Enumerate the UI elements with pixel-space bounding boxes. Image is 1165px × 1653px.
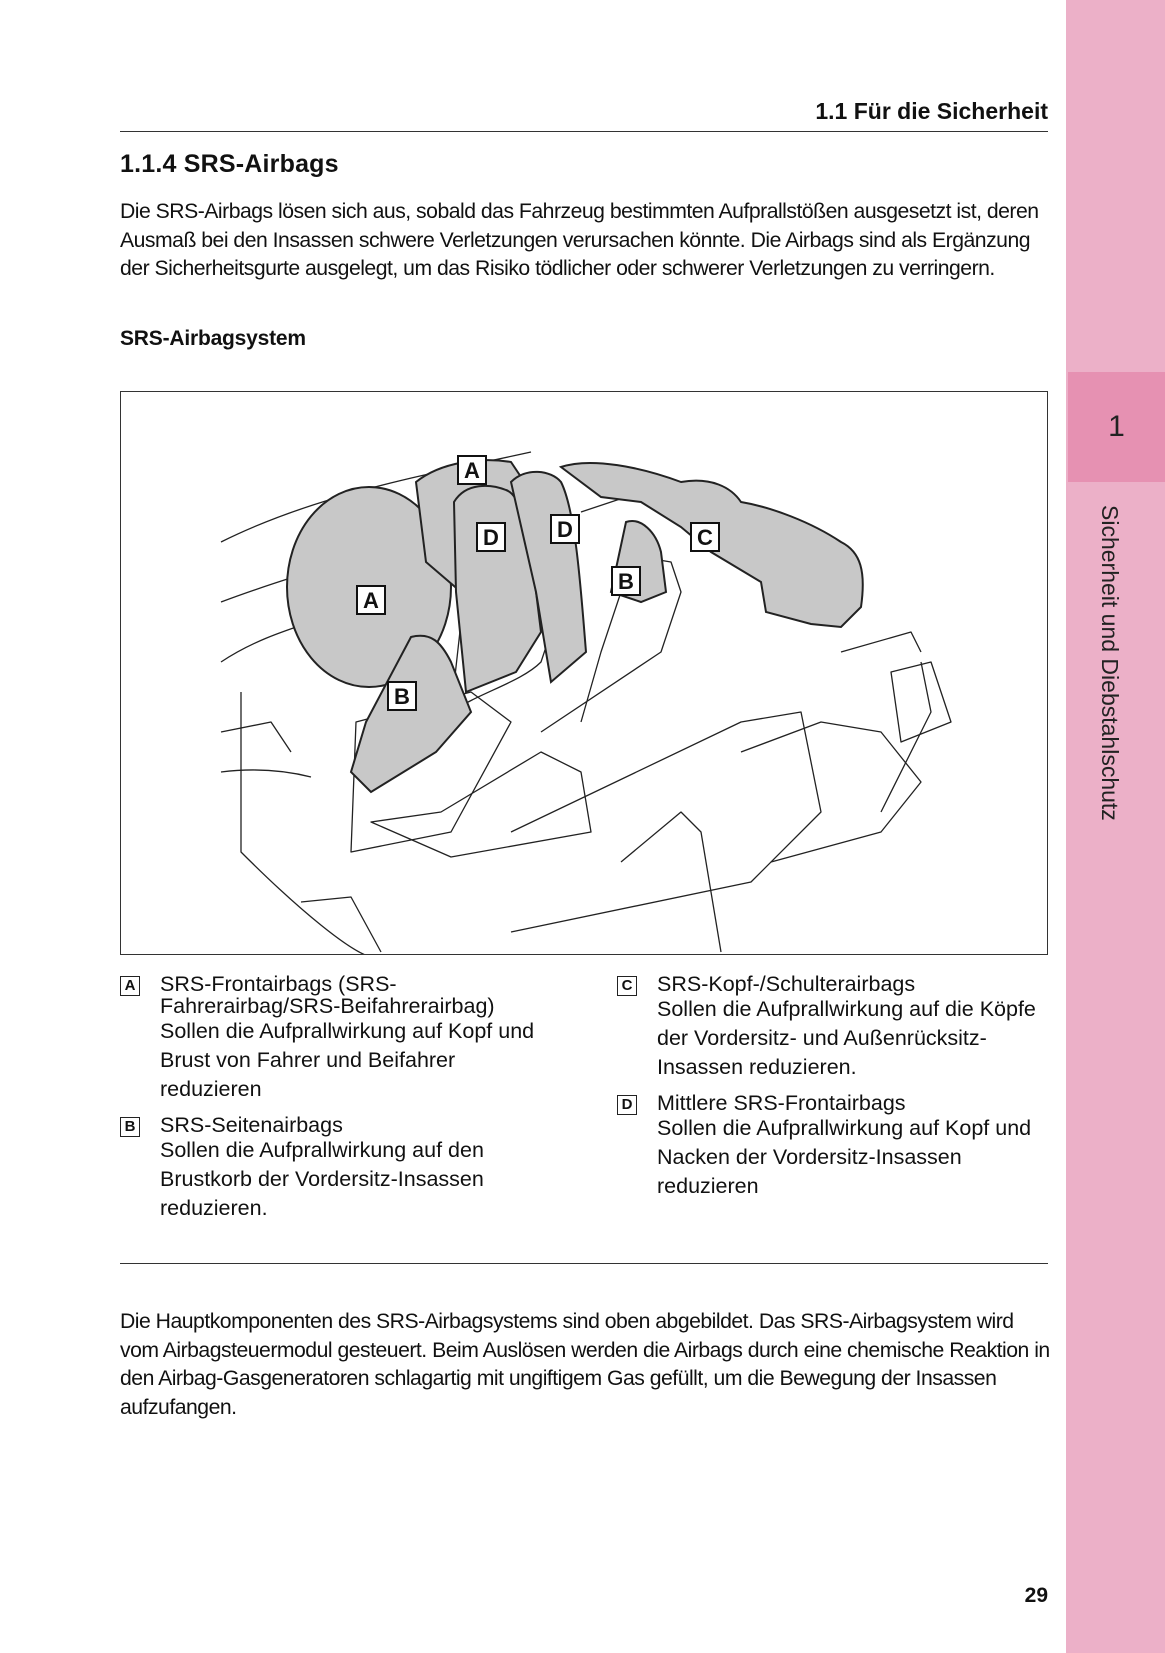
- legend-item-a: [120, 973, 560, 1104]
- chapter-tab[interactable]: [1068, 372, 1165, 482]
- callout-b-driver: [388, 682, 416, 710]
- svg-text:B: B: [618, 569, 634, 594]
- legend-title: SRS-Seitenairbags: [160, 1113, 343, 1137]
- outro-paragraph: Die Hauptkomponenten des SRS-Airbagsystems sind oben abgebildet. Das SRS-Airbagsystem wird vom Airbagsteuermodul gesteuert. Beim Auslösen werden die Airbags durch eine chemische Reaktion in den Airbag-Gasgeneratoren schlagartig mit ungiftigem Gas gefüllt, um die Bewegung der Insassen aufzufangen.: [120, 1310, 1050, 1419]
- callout-d-left: [477, 523, 505, 551]
- svg-text:A: A: [363, 588, 379, 613]
- svg-text:C: C: [697, 525, 713, 550]
- car-interior-illustration: [121, 392, 1047, 954]
- legend-item-d: [617, 1092, 1057, 1201]
- section-title: 1.1.4 SRS-Airbags: [120, 150, 339, 178]
- chapter-title: Sicherheit und Diebstahlschutz: [1097, 505, 1123, 821]
- legend-description: Sollen die Aufprallwirkung auf Kopf und Nacken der Vordersitz-Insassen reduzieren: [657, 1116, 1032, 1198]
- callout-a-driver: [357, 586, 385, 614]
- svg-text:B: B: [394, 684, 410, 709]
- subheading: SRS-Airbagsystem: [120, 327, 306, 350]
- legend-key-a: A: [120, 976, 140, 996]
- airbag-shapes: [287, 460, 863, 792]
- callout-c-curtain: [691, 523, 719, 551]
- callout-a-passenger: [458, 456, 486, 484]
- page-number: 29: [1024, 1584, 1048, 1607]
- legend-title: SRS-Kopf-/Schulterairbags: [657, 972, 916, 996]
- intro-paragraph: Die SRS-Airbags lösen sich aus, sobald das Fahrzeug bestimmten Aufprallstößen ausgesetzt ist, deren Ausmaß bei den Insassen schwere Verletzungen verursachen könnte. Die Airbags sind als Ergänzung der Sicherheitsgurte ausgelegt, um das Risiko tödlicher oder schwerer Verletzungen zu verringern.: [120, 200, 1039, 280]
- legend-right-column: [617, 973, 1057, 1211]
- legend-left-column: [120, 973, 560, 1233]
- legend-key-d: D: [617, 1095, 637, 1115]
- legend-key-b: B: [120, 1117, 140, 1137]
- chapter-number: 1: [1108, 410, 1125, 443]
- legend-description: Sollen die Aufprallwirkung auf den Brustkorb der Vordersitz-Insassen reduzieren.: [160, 1138, 484, 1220]
- airbag-diagram: [120, 391, 1048, 955]
- callout-b-passenger: [612, 567, 640, 595]
- svg-text:D: D: [483, 525, 499, 550]
- svg-text:A: A: [464, 458, 480, 483]
- svg-text:D: D: [557, 517, 573, 542]
- legend-description: Sollen die Aufprallwirkung auf Kopf und Brust von Fahrer und Beifahrer reduzieren: [160, 1019, 535, 1101]
- legend-key-c: C: [617, 976, 637, 996]
- legend-divider: [120, 1263, 1048, 1264]
- legend-title: Mittlere SRS-Frontairbags: [657, 1091, 906, 1115]
- legend-title: SRS-Frontairbags (SRS-Fahrerairbag/SRS-Beifahrerairbag): [160, 972, 495, 1018]
- callout-d-right: [551, 515, 579, 543]
- legend-item-c: [617, 973, 1057, 1082]
- running-header: 1.1 Für die Sicherheit: [815, 98, 1048, 124]
- header-divider: [120, 131, 1048, 132]
- chapter-side-band: [1066, 0, 1165, 1653]
- legend-description: Sollen die Aufprallwirkung auf die Köpfe der Vordersitz- und Außenrücksitz-Insassen reduzieren.: [657, 997, 1036, 1079]
- legend-item-b: [120, 1114, 560, 1223]
